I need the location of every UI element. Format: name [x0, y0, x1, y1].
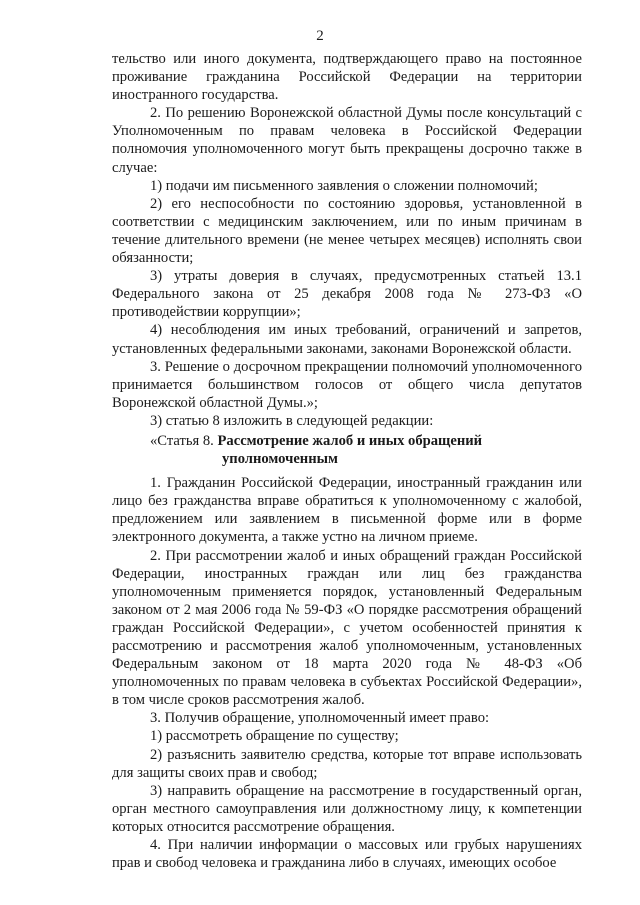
paragraph: 3. Получив обращение, уполномоченный имеет право:: [150, 710, 490, 727]
paragraph-group-bottom: [112, 474, 582, 872]
article-title-line-2: уполномоченным: [222, 451, 338, 468]
document-body: [112, 50, 582, 872]
article-title-line-1: Рассмотрение жалоб и иных обращений: [217, 432, 483, 449]
paragraph: 1. Гражданин Российской Федерации, иностранный гражданин или лицо без гражданства вправе обратиться к уполномоченному с жалобой, предложением или заявлением в письменной форме или в форме электронного документа, а также устно на личном приеме.: [112, 475, 582, 546]
paragraph: 2. При рассмотрении жалоб и иных обращений граждан Российской Федерации, иностранных граждан или лиц без гражданства уполномоченным применяется порядок, установленный Федеральным законом от 2 мая 2006 года № 59-ФЗ «О порядке рассмотрения обращений граждан Российской Федерации», с учетом особенностей принятия к рассмотрению и рассмотрения жалоб уполномоченным, установленных Федеральным законом от 18 марта 2020 года № 48-ФЗ «Об уполномоченных по правам человека в субъектах Российской Федерации», в том числе сроков рассмотрения жалоб.: [112, 547, 582, 709]
paragraph: 3) статью 8 изложить в следующей редакции:: [150, 412, 434, 429]
paragraph-group-top: [112, 50, 582, 430]
paragraph: 1) подачи им письменного заявления о сложении полномочий;: [150, 177, 538, 194]
paragraph: тельство или иного документа, подтверждающего право на постоянное проживание гражданина Российской Федерации на территории иностранного государства.: [112, 51, 582, 104]
page-number: 2: [316, 28, 324, 44]
paragraph: 3. Решение о досрочном прекращении полномочий уполномоченного принимается большинством голосов от общего числа депутатов Воронежской областной Думы.»;: [112, 358, 582, 411]
paragraph: 4. При наличии информации о массовых или грубых нарушениях прав и свобод человека и гражданина либо в случаях, имеющих особое: [112, 837, 582, 872]
paragraph: 2. По решению Воронежской областной Думы после консультаций с Уполномоченным по правам человека в Российской Федерации полномочия уполномоченного могут быть прекращены досрочно также в случае:: [112, 105, 582, 176]
paragraph: 3) направить обращение на рассмотрение в государственный орган, орган местного самоуправления или должностному лицу, к компетенции которых относится рассмотрение обращения.: [112, 782, 582, 835]
paragraph: 1) рассмотреть обращение по существу;: [150, 728, 399, 745]
paragraph: 2) разъяснить заявителю средства, которые тот вправе использовать для защиты своих прав и свобод;: [112, 746, 582, 781]
paragraph: 4) несоблюдения им иных требований, ограничений и запретов, установленных федеральными законами, законами Воронежской области.: [112, 322, 582, 357]
paragraph: 2) его неспособности по состоянию здоровья, установленной в соответствии с медицинским заключением, или по иным причинам в течение длительного времени (не менее четырех месяцев) исполнять свои обязанности;: [112, 195, 582, 267]
paragraph: 3) утраты доверия в случаях, предусмотренных статьей 13.1 Федерального закона от 25 декабря 2008 года № 273-ФЗ «О противодействии коррупции»;: [112, 268, 582, 321]
article-label: «Статья 8.: [150, 432, 214, 449]
article-heading: [112, 432, 582, 468]
